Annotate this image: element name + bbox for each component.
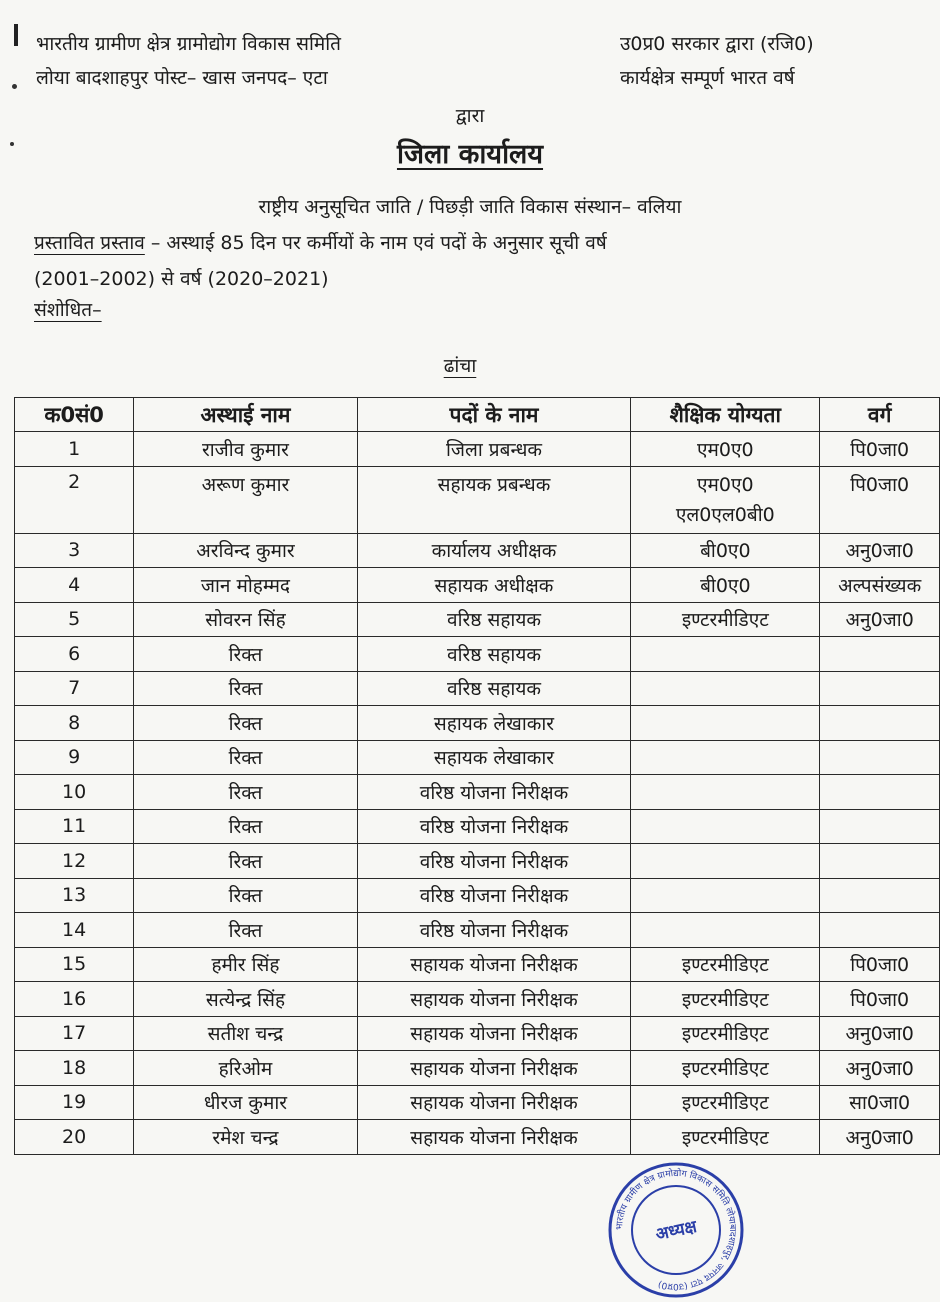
name-cell: हमीर सिंह [134,947,357,982]
qualification-cell [631,740,820,775]
table-header-row [15,398,940,432]
name-cell: सतीश चन्द्र [134,1016,357,1051]
qualification-cell: इण्टरमीडिएट [631,602,820,637]
table-row [15,878,940,913]
col-post-header: पदों के नाम [357,398,631,432]
post-cell: सहायक योजना निरीक्षक [357,1085,631,1120]
qualification-cell: इण्टरमीडिएट [631,1051,820,1086]
name-cell: रिक्त [134,878,357,913]
post-cell: वरिष्ठ योजना निरीक्षक [357,775,631,810]
serial-cell: 17 [15,1016,134,1051]
category-cell [820,775,940,810]
margin-mark [14,24,18,46]
name-cell: रिक्त [134,671,357,706]
table-row [15,809,940,844]
name-cell: रिक्त [134,775,357,810]
name-cell: अरविन्द कुमार [134,533,357,568]
qualification-cell [631,466,820,533]
name-cell: राजीव कुमार [134,432,357,467]
category-cell [820,671,940,706]
post-cell: वरिष्ठ सहायक [357,671,631,706]
post-cell: सहायक लेखाकार [357,740,631,775]
serial-cell: 12 [15,844,134,879]
revised-line [34,296,102,322]
category-cell: अनु0जा0 [820,1051,940,1086]
qualification-cell [631,706,820,741]
qualification-cell [631,844,820,879]
name-cell: रिक्त [134,637,357,672]
org-name: भारतीय ग्रामीण क्षेत्र ग्रामोद्योग विकास समिति [36,33,342,55]
office-title [0,134,940,171]
proposal-line [34,229,607,255]
serial-cell: 1 [15,432,134,467]
serial-cell: 5 [15,602,134,637]
qualification-cell [631,913,820,948]
proposal-label: प्रस्तावित प्रस्ताव [34,232,145,254]
table-row [15,740,940,775]
post-cell: सहायक अधीक्षक [357,568,631,603]
table-row [15,533,940,568]
name-cell: रिक्त [134,706,357,741]
qualification-cell: इण्टरमीडिएट [631,1016,820,1051]
name-cell: रिक्त [134,913,357,948]
table-row [15,637,940,672]
category-cell [820,637,940,672]
qualification-cell [631,775,820,810]
post-cell: सहायक योजना निरीक्षक [357,1016,631,1051]
name-cell: रिक्त [134,844,357,879]
revised-label: संशोधित– [34,299,102,321]
work-area-line: कार्यक्षेत्र सम्पूर्ण भारत वर्ष [620,67,795,89]
post-cell: जिला प्रबन्धक [357,432,631,467]
post-cell: सहायक योजना निरीक्षक [357,947,631,982]
post-cell: सहायक योजना निरीक्षक [357,1120,631,1155]
proposal-text: – अस्थाई 85 दिन पर कर्मीयों के नाम एवं पदों के अनुसार सूची वर्ष [144,232,607,254]
president-seal [606,1160,746,1300]
name-cell: हरिओम [134,1051,357,1086]
table-row [15,432,940,467]
category-cell [820,844,940,879]
serial-cell: 11 [15,809,134,844]
table-row [15,913,940,948]
category-cell: पि0जा0 [820,947,940,982]
serial-cell: 2 [15,466,134,533]
serial-cell: 9 [15,740,134,775]
table-row [15,602,940,637]
name-cell: अरूण कुमार [134,466,357,533]
post-cell: कार्यालय अधीक्षक [357,533,631,568]
category-cell [820,706,940,741]
serial-cell: 7 [15,671,134,706]
table-row [15,982,940,1017]
name-cell: धीरज कुमार [134,1085,357,1120]
table-row [15,706,940,741]
qualification-cell [631,637,820,672]
category-cell: सा0जा0 [820,1085,940,1120]
col-serial-header: क0सं0 [15,398,134,432]
category-cell [820,913,940,948]
category-cell: पि0जा0 [820,466,940,533]
name-cell: रिक्त [134,740,357,775]
post-cell: वरिष्ठ योजना निरीक्षक [357,878,631,913]
serial-cell: 20 [15,1120,134,1155]
category-cell: अनु0जा0 [820,1016,940,1051]
name-cell: सोवरन सिंह [134,602,357,637]
col-name-header: अस्थाई नाम [134,398,357,432]
post-cell: सहायक लेखाकार [357,706,631,741]
category-cell: अनु0जा0 [820,1120,940,1155]
table-row [15,568,940,603]
structure-label-text: ढांचा [443,355,477,377]
qualification-cell [631,671,820,706]
margin-dot [12,84,17,89]
qualification-cell: इण्टरमीडिएट [631,1120,820,1155]
serial-cell: 4 [15,568,134,603]
serial-cell: 19 [15,1085,134,1120]
table-row [15,1051,940,1086]
category-cell: अल्पसंख्यक [820,568,940,603]
serial-cell: 13 [15,878,134,913]
name-cell: रमेश चन्द्र [134,1120,357,1155]
table-row [15,1085,940,1120]
post-cell: सहायक योजना निरीक्षक [357,982,631,1017]
serial-cell: 6 [15,637,134,672]
post-cell: वरिष्ठ योजना निरीक्षक [357,809,631,844]
qualification-cell: इण्टरमीडिएट [631,947,820,982]
category-cell [820,809,940,844]
post-cell: सहायक प्रबन्धक [357,466,631,533]
post-cell: वरिष्ठ सहायक [357,637,631,672]
serial-cell: 10 [15,775,134,810]
post-cell: वरिष्ठ सहायक [357,602,631,637]
qualification-cell: बी0ए0 [631,533,820,568]
qualification-cell [631,878,820,913]
qualification-cell [631,809,820,844]
qualification-cell: इण्टरमीडिएट [631,1085,820,1120]
post-cell: सहायक योजना निरीक्षक [357,1051,631,1086]
structure-label [0,352,920,378]
name-cell: जान मोहम्मद [134,568,357,603]
qualification-line: एम0ए0 [697,473,754,496]
category-cell: अनु0जा0 [820,533,940,568]
table-row [15,844,940,879]
col-qualification-header: शैक्षिक योग्यता [631,398,820,432]
serial-cell: 14 [15,913,134,948]
registration-line: उ0प्र0 सरकार द्वारा (रजि0) [620,33,814,55]
category-cell: पि0जा0 [820,432,940,467]
table-row [15,775,940,810]
by-label: द्वारा [455,105,485,127]
serial-cell: 3 [15,533,134,568]
institute-line: राष्ट्रीय अनुसूचित जाति / पिछड़ी जाति विकास संस्थान– वलिया [258,196,682,218]
category-cell: अनु0जा0 [820,602,940,637]
serial-cell: 8 [15,706,134,741]
years-line: (2001–2002) से वर्ष (2020–2021) [34,268,329,290]
serial-cell: 18 [15,1051,134,1086]
table-row [15,947,940,982]
qualification-cell: बी0ए0 [631,568,820,603]
name-cell: रिक्त [134,809,357,844]
table-row [15,671,940,706]
org-address: लोया बादशाहपुर पोस्ट– खास जनपद– एटा [36,67,328,89]
category-cell: पि0जा0 [820,982,940,1017]
post-cell: वरिष्ठ योजना निरीक्षक [357,913,631,948]
qualification-cell: इण्टरमीडिएट [631,982,820,1017]
table-row [15,1016,940,1051]
seal-ring-text: भारतीय ग्रामीण क्षेत्र ग्रामोद्योग विकास समिति लोयाबादशाहपुर, जनपद एटा (उ0प्र0) [614,1168,738,1292]
table-row [15,1120,940,1155]
qualification-cell: एम0ए0 [631,432,820,467]
serial-cell: 15 [15,947,134,982]
serial-cell: 16 [15,982,134,1017]
table-row [15,466,940,533]
seal-center-text: अध्यक्ष [653,1216,699,1246]
name-cell: सत्येन्द्र सिंह [134,982,357,1017]
col-category-header: वर्ग [820,398,940,432]
qualification-line: एल0एल0बी0 [675,503,775,526]
staff-table [14,397,940,1155]
category-cell [820,740,940,775]
office-title-text: जिला कार्यालय [396,139,544,170]
category-cell [820,878,940,913]
post-cell: वरिष्ठ योजना निरीक्षक [357,844,631,879]
